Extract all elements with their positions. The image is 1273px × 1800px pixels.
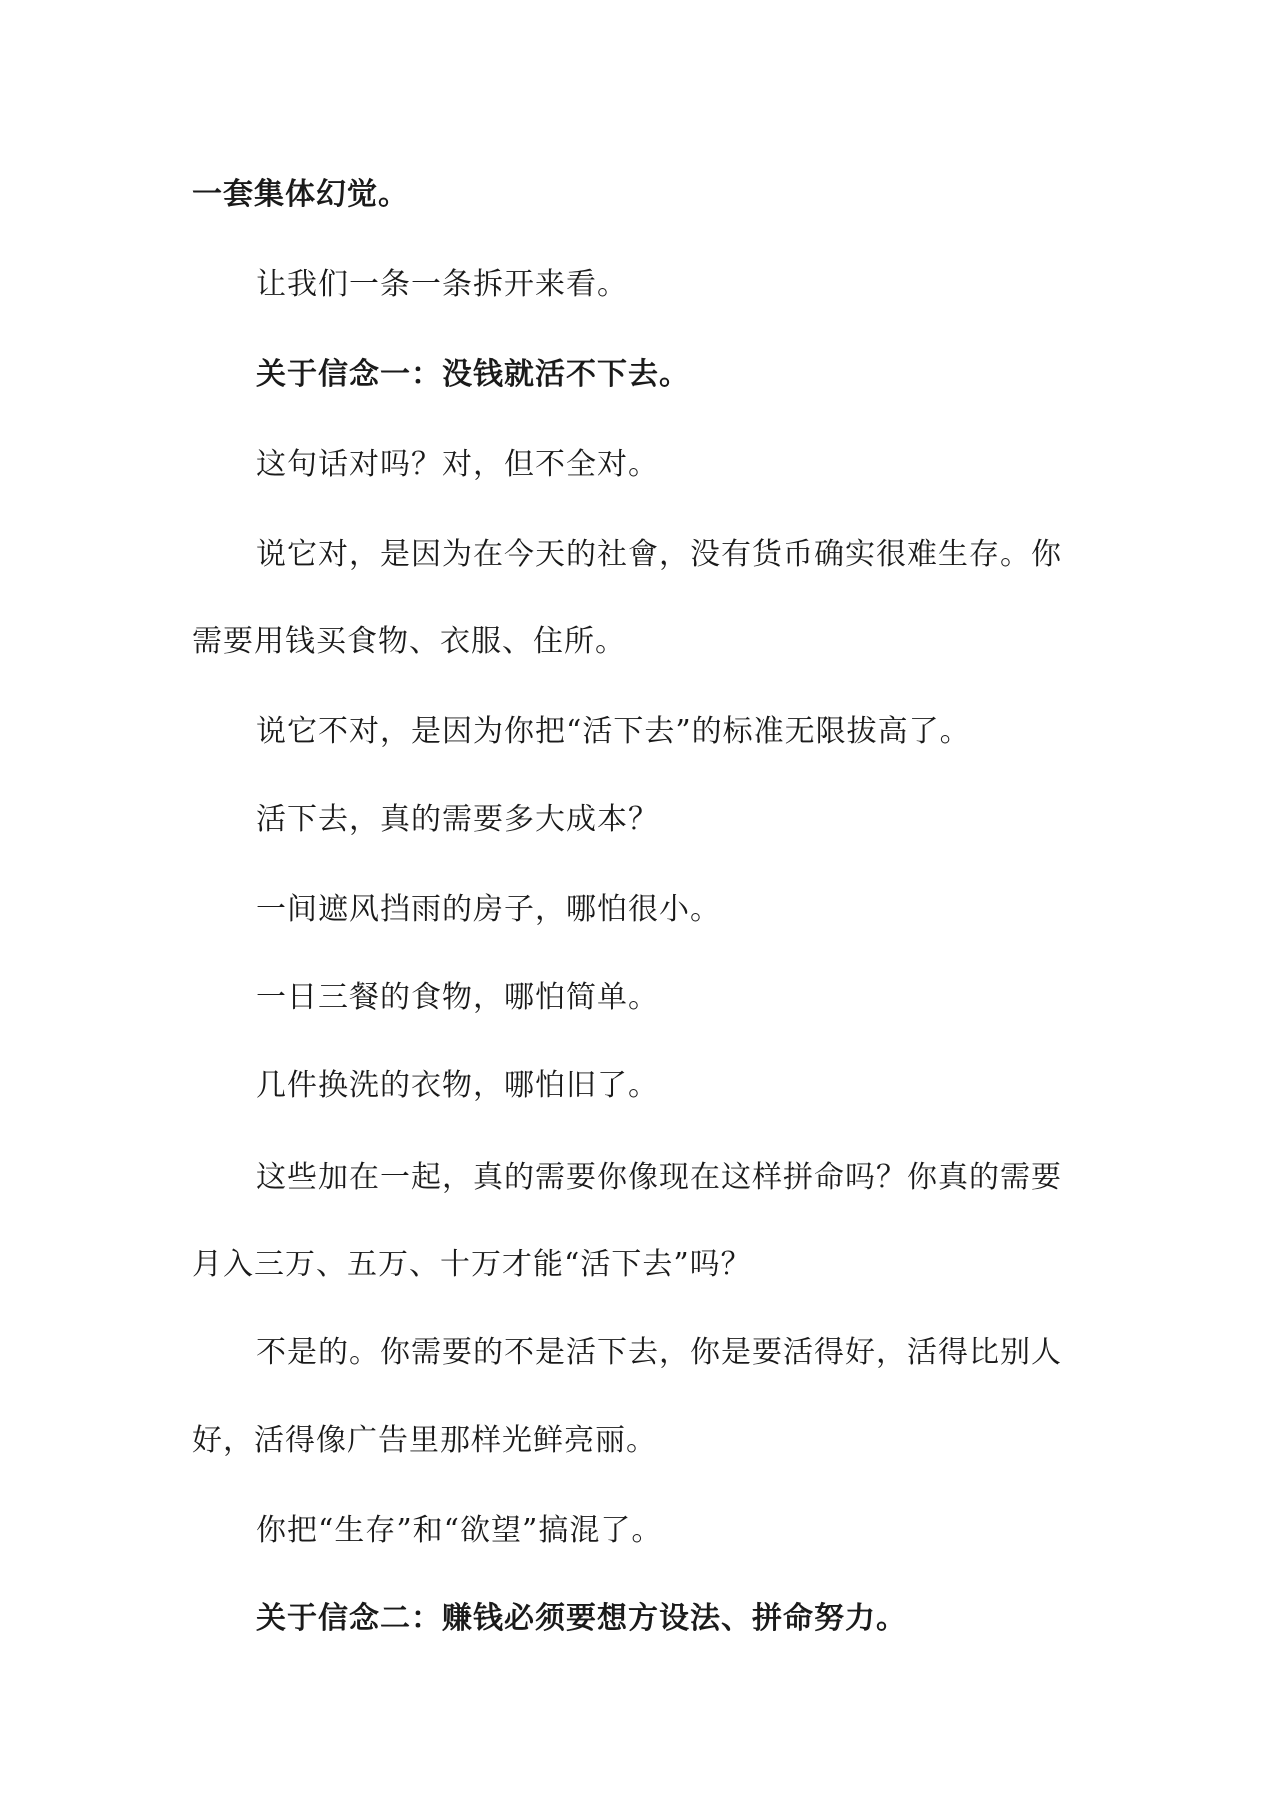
text-line: 月入三万、五万、十万才能“活下去”吗？ (192, 1247, 752, 1282)
text-line: 一日三餐的食物，哪怕简单。 (256, 980, 659, 1015)
text-line: 好，活得像广告里那样光鲜亮丽。 (192, 1423, 657, 1458)
section-heading: 关于信念二：赚钱必须要想方设法、拼命努力。 (256, 1601, 907, 1636)
text-line: 活下去，真的需要多大成本？ (256, 802, 659, 837)
text-line: 不是的。你需要的不是活下去，你是要活得好，活得比别人 (256, 1335, 1062, 1370)
text-line: 这句话对吗？对，但不全对。 (256, 447, 659, 482)
text-line: 说它对，是因为在今天的社會，没有货币确实很难生存。你 (256, 537, 1062, 572)
section-heading: 关于信念一：没钱就活不下去。 (256, 357, 690, 392)
text-line: 需要用钱买食物、衣服、住所。 (192, 624, 626, 659)
text-line: 一套集体幻觉。 (192, 177, 409, 212)
text-line: 说它不对，是因为你把“活下去”的标准无限拔高了。 (256, 714, 971, 749)
text-line: 让我们一条一条拆开来看。 (256, 267, 628, 302)
text-line: 几件换洗的衣物，哪怕旧了。 (256, 1068, 659, 1103)
text-line: 这些加在一起，真的需要你像现在这样拼命吗？你真的需要 (256, 1160, 1062, 1195)
text-line: 一间遮风挡雨的房子，哪怕很小。 (256, 892, 721, 927)
text-line: 你把“生存”和“欲望”搞混了。 (256, 1513, 663, 1548)
